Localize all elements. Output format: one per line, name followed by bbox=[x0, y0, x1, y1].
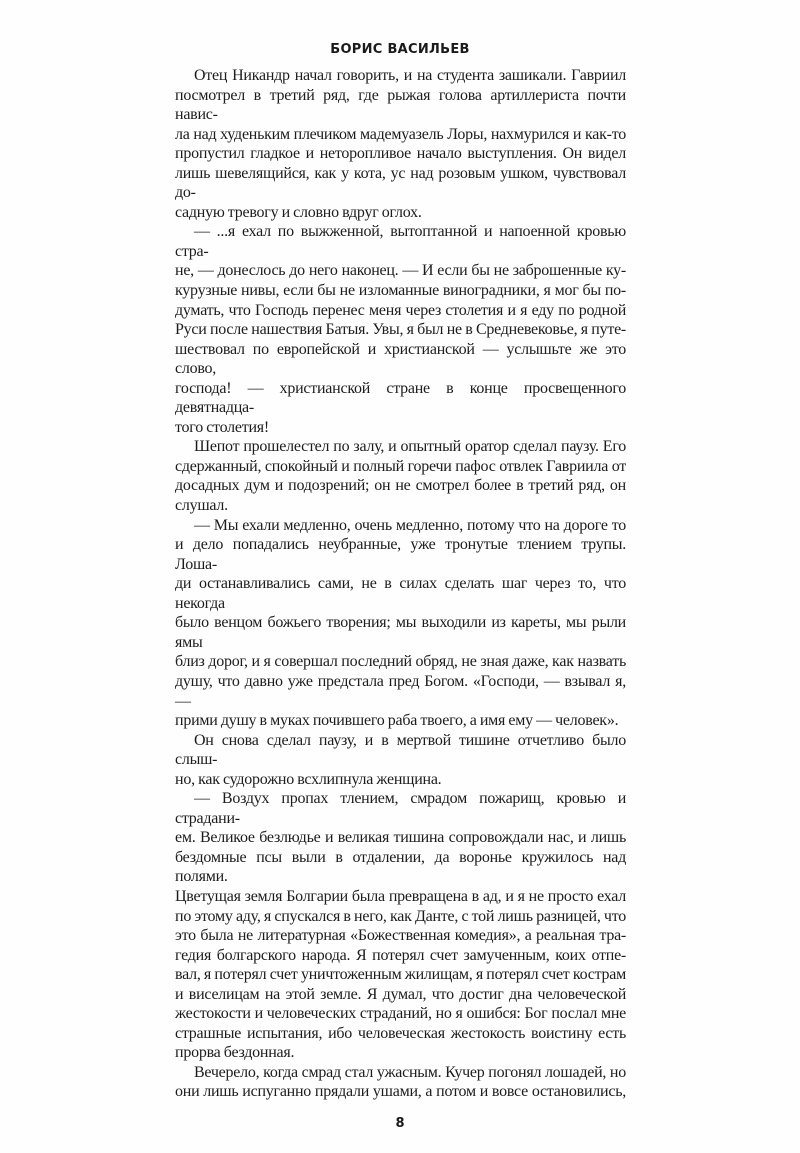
text-line: бездомные псы выли в отдалении, да воронье кружилось над полями. bbox=[175, 848, 626, 886]
text-line: прорва бездонная. bbox=[175, 1044, 295, 1062]
text-line: посмотрел в третий ряд, где рыжая голова артиллериста почти навис- bbox=[175, 86, 626, 124]
page-number: 8 bbox=[395, 1115, 405, 1131]
text-line: думать, что Господь перенес меня через столетия и я еду по родной bbox=[175, 301, 626, 319]
paragraph bbox=[175, 516, 626, 731]
text-line: Вечерело, когда смрад стал ужасным. Кучер погонял лошадей, но bbox=[194, 1063, 626, 1081]
text-line: и дело попадались неубранные, уже тронутые тлением трупы. Лоша- bbox=[175, 536, 626, 573]
text-line: Отец Никандр начал говорить, и на студента зашикали. Гавриил bbox=[194, 67, 626, 84]
text-line: шествовал по европейской и христианской — услышьте же это слово, bbox=[175, 340, 626, 378]
text-line: не, — донеслось до него наконец. — И если бы не заброшенные ку- bbox=[175, 262, 626, 280]
text-line: вал, я потерял счет уничтоженным жилищам, я потерял счет кострам bbox=[175, 966, 626, 984]
text-line: Он снова сделал паузу, и в мертвой тишине отчетливо было слыш- bbox=[175, 731, 626, 769]
text-line: — ...я ехал по выжженной, вытоптанной и напоенной кровью стра- bbox=[175, 223, 626, 260]
text-line: господа! — христианской стране в конце просвещенного девятнадца- bbox=[175, 379, 626, 417]
text-line: слушал. bbox=[175, 497, 228, 515]
paragraph bbox=[175, 1063, 626, 1102]
text-line: было венцом божьего творения; мы выходили из кареты, мы рыли ямы bbox=[175, 614, 626, 651]
text-line: Руси после нашествия Батыя. Увы, я был не в Средневековье, я путе- bbox=[175, 321, 626, 339]
text-line: пропустил гладкое и неторопливое начало выступления. Он видел bbox=[175, 145, 626, 163]
text-line: ла над худеньким плечиком мадемуазель Лоры, нахмурился и как-то bbox=[175, 125, 626, 143]
text-line: они лишь испуганно прядали ушами, а потом и вовсе остановились, bbox=[175, 1083, 626, 1101]
text-line: близ дорог, и я совершал последний обряд, не зная даже, как назвать bbox=[175, 653, 626, 671]
paragraph bbox=[175, 437, 626, 515]
text-line: курузные нивы, если бы не изломанные виноградники, я мог бы по- bbox=[175, 282, 626, 300]
text-line: — Мы ехали медленно, очень медленно, потому что на дороге то bbox=[194, 516, 626, 534]
text-line: это была не литературная «Божественная комедия», а реальная тра- bbox=[175, 927, 626, 945]
text-line: душу, что давно уже предстала пред Богом. «Господи, — взывал я, — bbox=[175, 672, 626, 710]
text-line: того столетия! bbox=[175, 418, 269, 436]
text-line: прими душу в муках почившего раба твоего, а имя ему — человек». bbox=[175, 712, 619, 730]
text-line: и виселицам на этой земле. Я думал, что достиг дна человеческой bbox=[175, 985, 626, 1003]
text-line: Шепот прошелестел по залу, и опытный оратор сделал паузу. Его bbox=[194, 438, 626, 456]
text-line: но, как судорожно всхлипнула женщина. bbox=[175, 770, 442, 788]
paragraph bbox=[175, 66, 626, 222]
paragraph bbox=[175, 222, 626, 437]
text-line: страшные испытания, ибо человеческая жестокость воистину есть bbox=[175, 1024, 626, 1042]
paragraph bbox=[175, 789, 626, 1063]
text-line: ем. Великое безлюдье и великая тишина сопровождали нас, и лишь bbox=[175, 829, 626, 847]
text-line: лишь шевелящийся, как у кота, ус над розовым ушком, чувствовал до- bbox=[175, 164, 626, 202]
running-head-author: БОРИС ВАСИЛЬЕВ bbox=[330, 42, 470, 57]
text-line: по этому аду, я спускался в него, как Данте, с той лишь разницей, что bbox=[175, 907, 626, 925]
text-line: сдержанный, спокойный и полный горечи пафос отвлек Гавриила от bbox=[175, 457, 626, 475]
body-text bbox=[175, 66, 626, 1102]
text-line: досадных дум и подозрений; он не смотрел более в третий ряд, он bbox=[175, 477, 626, 495]
text-line: — Воздух пропах тлением, смрадом пожарищ, кровью и страдани- bbox=[175, 790, 626, 827]
paragraph bbox=[175, 731, 626, 790]
text-line: гедия болгарского народа. Я потерял счет замученным, коих отпе- bbox=[175, 946, 626, 964]
text-line: садную тревогу и словно вдруг оглох. bbox=[175, 203, 422, 221]
text-line: ди останавливались сами, не в силах сделать шаг через то, что некогда bbox=[175, 575, 626, 612]
text-line: Цветущая земля Болгарии была превращена в ад, и я не просто ехал bbox=[175, 887, 626, 905]
text-line: жестокости и человеческих страданий, но я ошибся: Бог послал мне bbox=[175, 1005, 626, 1023]
